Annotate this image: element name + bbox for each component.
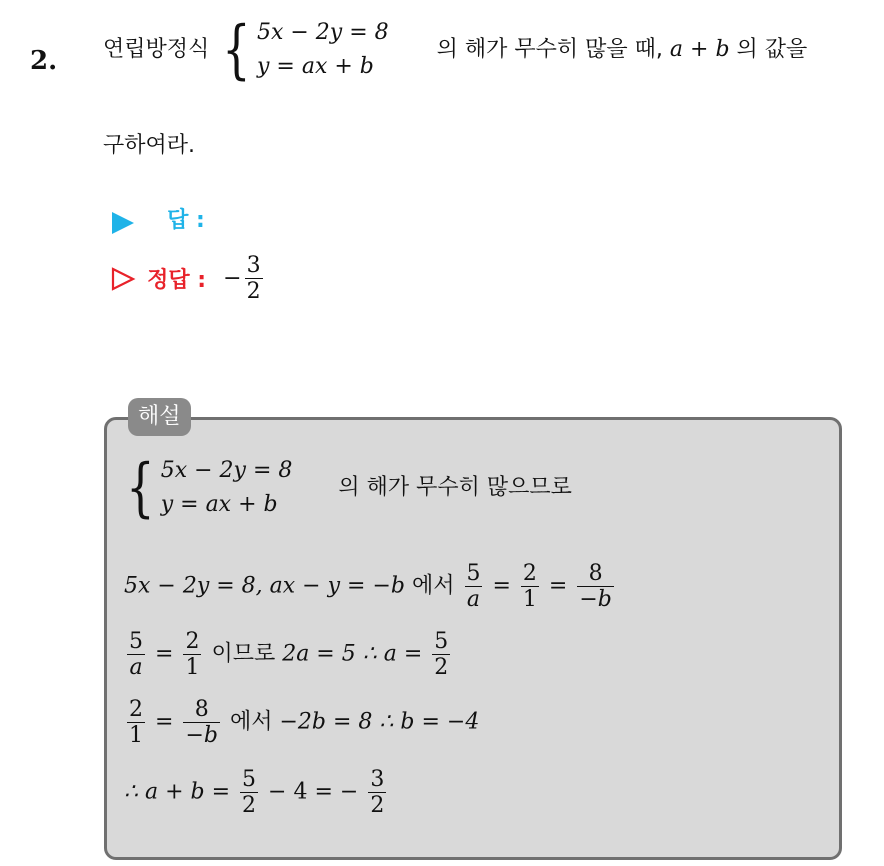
solution-equation-system: 5x − 2y = 8 y = ax + b — [160, 458, 293, 518]
left-brace: { — [126, 451, 155, 526]
solution-line-2: 5x − 2y = 8, ax − y = −b 에서 $\frac{5}{a}$ = $\frac{2}{1}$ = $\frac{8}{-b}$ — [124, 561, 612, 613]
problem-suffix-2: 의 값을 — [736, 37, 808, 63]
play-outline-icon — [110, 266, 136, 292]
solution-tag: 해설 — [128, 398, 191, 436]
equation-1: 5x − 2y = 8 — [256, 20, 389, 45]
solution-text-1: 의 해가 무수히 많으므로 — [338, 475, 572, 501]
correct-answer-sign: − — [223, 266, 242, 292]
solution-line-1 — [120, 451, 572, 526]
fraction: $\frac{5}{a}$ — [129, 629, 143, 681]
correct-answer-label: 정답 : — [147, 268, 207, 294]
problem-line-1 — [103, 13, 808, 88]
fraction: $\frac{8}{-b}$ — [185, 697, 218, 749]
fraction: $\frac{5}{2}$ — [434, 629, 449, 681]
correct-answer-row — [110, 254, 266, 303]
answer-label: 답 : — [167, 208, 205, 233]
play-icon — [110, 210, 136, 236]
problem-number: 2. — [30, 46, 58, 76]
fraction: $\frac{2}{1}$ — [522, 561, 537, 613]
fraction: $\frac{8}{-b}$ — [579, 561, 612, 613]
answer-row — [110, 203, 205, 236]
solution-line-5: ∴ a + b = $\frac{5}{2}$ − 4 = − $\frac{3}{2}$ — [124, 767, 385, 819]
solution-line-4: $\frac{2}{1}$ = $\frac{8}{-b}$ 에서 −2b = 8 ∴ b = −4 — [129, 697, 480, 749]
problem-prefix: 연립방정식 — [103, 37, 210, 63]
problem-line-2: 구하여라. — [103, 133, 196, 158]
equation-2: y = ax + b — [256, 54, 374, 80]
left-brace: { — [222, 13, 251, 88]
fraction: $\frac{2}{1}$ — [185, 629, 200, 681]
fraction: $\frac{5}{a}$ — [466, 561, 481, 613]
fraction: $\frac{2}{1}$ — [129, 697, 143, 749]
solution-line-3: $\frac{5}{a}$ = $\frac{2}{1}$ 이므로 2a = 5 ∴ a = $\frac{5}{2}$ — [129, 629, 449, 681]
fraction: $\frac{5}{2}$ — [242, 767, 257, 819]
fraction: $\frac{3}{2}$ — [370, 767, 385, 819]
correct-answer-fraction: $\frac{3}{2}$ — [246, 253, 261, 305]
equation-system — [257, 16, 389, 84]
problem-expression: a + b — [669, 37, 730, 63]
problem-suffix-1: 의 해가 무수히 많을 때, — [436, 37, 663, 63]
